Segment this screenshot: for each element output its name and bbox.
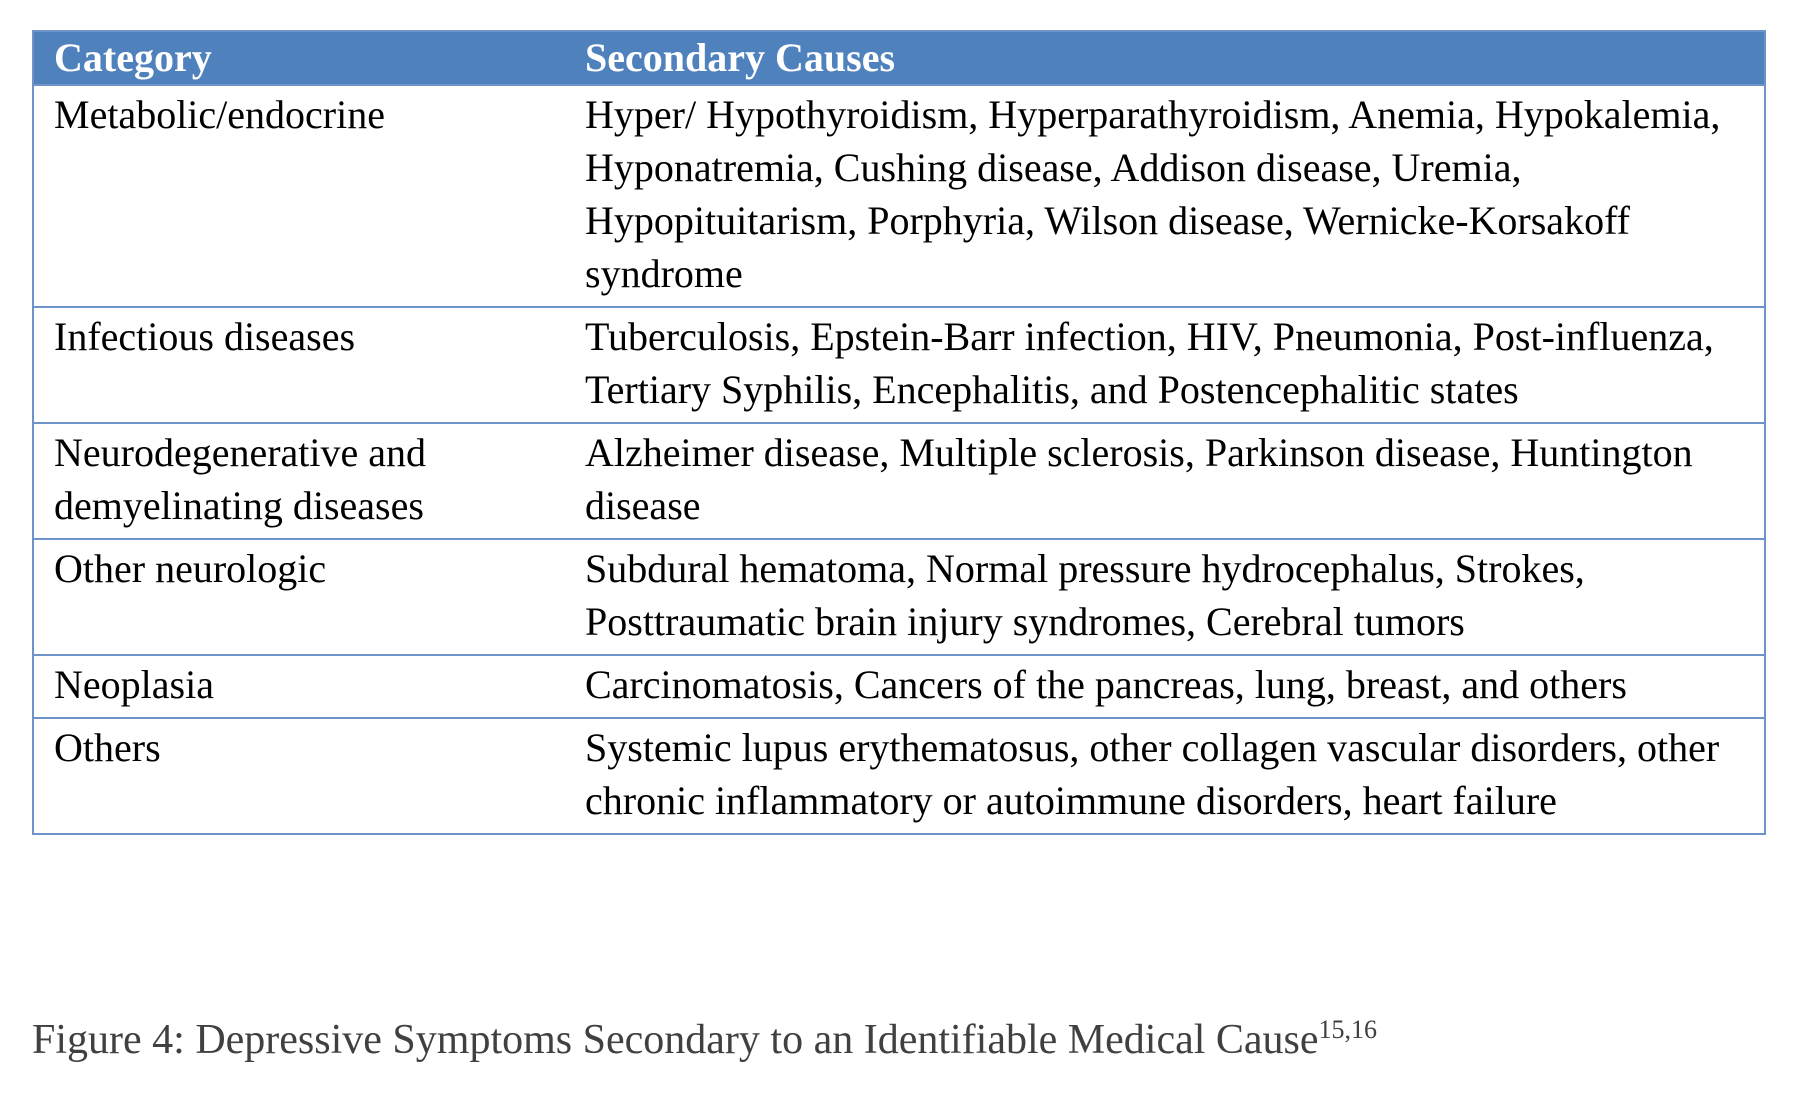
- causes-cell: Carcinomatosis, Cancers of the pancreas, lung, breast, and others: [565, 655, 1765, 718]
- category-cell: Infectious diseases: [33, 307, 565, 423]
- causes-table-container: [32, 30, 1766, 835]
- table-row: [33, 307, 1765, 423]
- causes-cell: Tuberculosis, Epstein-Barr infection, HIV, Pneumonia, Post-influenza, Tertiary Syphilis, Encephalitis, and Postencephalitic states: [565, 307, 1765, 423]
- table-row: [33, 539, 1765, 655]
- caption-text: Figure 4: Depressive Symptoms Secondary to an Identifiable Medical Cause: [32, 1017, 1319, 1063]
- header-secondary-causes: Secondary Causes: [565, 31, 1765, 85]
- causes-cell: Hyper/ Hypothyroidism, Hyperparathyroidism, Anemia, Hypokalemia, Hyponatremia, Cushing disease, Addison disease, Uremia, Hypopituitarism, Porphyria, Wilson disease, Wernicke-Korsakoff syndrome: [565, 85, 1765, 307]
- caption-citation: 15,16: [1318, 1015, 1378, 1044]
- causes-cell: Systemic lupus erythematosus, other collagen vascular disorders, other chronic inflammatory or autoimmune disorders, heart failure: [565, 718, 1765, 834]
- causes-cell: Alzheimer disease, Multiple sclerosis, Parkinson disease, Huntington disease: [565, 423, 1765, 539]
- header-category: Category: [33, 31, 565, 85]
- table-row: [33, 423, 1765, 539]
- category-cell: Neurodegenerative and demyelinating diseases: [33, 423, 565, 539]
- table-header-row: [33, 31, 1765, 85]
- category-cell: Neoplasia: [33, 655, 565, 718]
- table-row: [33, 655, 1765, 718]
- causes-cell: Subdural hematoma, Normal pressure hydrocephalus, Strokes, Posttraumatic brain injury syndromes, Cerebral tumors: [565, 539, 1765, 655]
- table-row: [33, 718, 1765, 834]
- category-cell: Others: [33, 718, 565, 834]
- secondary-causes-table: [32, 30, 1766, 835]
- category-cell: Other neurologic: [33, 539, 565, 655]
- figure-caption: [32, 1010, 1377, 1070]
- category-cell: Metabolic/endocrine: [33, 85, 565, 307]
- table-row: [33, 85, 1765, 307]
